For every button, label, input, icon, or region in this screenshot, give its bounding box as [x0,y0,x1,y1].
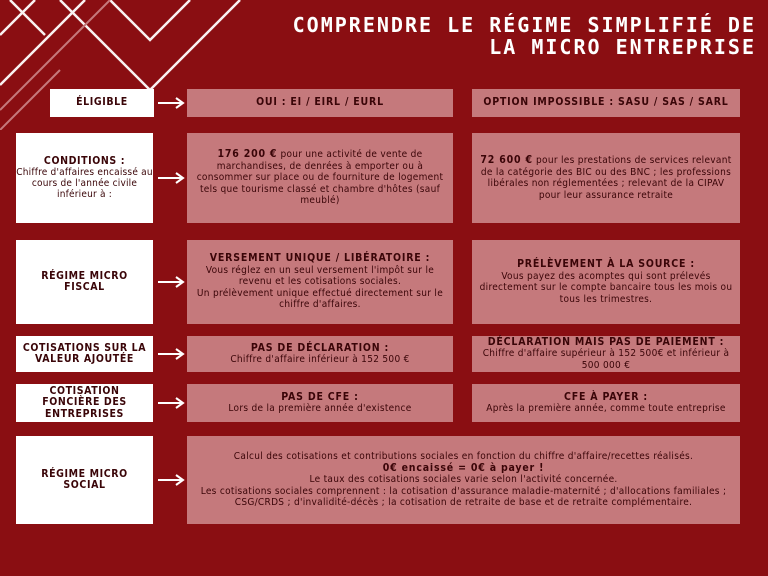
cell-text: OUI : EI / EIRL / EURL [256,96,384,109]
eligible-right-cell [472,89,740,117]
cell-bold: 0€ encaissé = 0€ à payer ! [382,461,545,474]
cell-line: Lors de la première année d'existence [228,403,412,414]
label-text: RÉGIME MICRO SOCIAL [41,467,128,491]
cell-text: OPTION IMPOSSIBLE : SASU / SAS / SARL [483,96,729,109]
cell-line: Un prélèvement unique effectué directement sur le chiffre d'affaires. [196,287,444,311]
cell-line: Les cotisations sociales comprennent : la cotisation d'assurance maladie-maternité ; d'allocations familiales ; CSG/CRDS ; d'invalidité-décès ; la cotisation de retraite de base et de retraite complémentaire. [200,485,727,509]
micro-fiscal-right-cell [472,240,740,324]
cell-line: Calcul des cotisations et contributions sociales en fonction du chiffre d'affaire/recettes réalisés. [233,451,694,463]
cell-bold: 72 600 € [480,154,533,166]
cell-heading: DÉCLARATION MAIS PAS DE PAIEMENT : [487,335,725,348]
arrow-right-icon [156,171,186,185]
cell-heading: CFE À PAYER : [563,390,649,403]
row-label-cfe [16,384,153,422]
cell-line: Vous réglez en un seul versement l'impôt sur le revenu et les cotisations sociales. [205,264,435,288]
arrow-right-icon [156,275,186,289]
cell-line: Vous payez des acomptes qui sont prélevés directement sur le compte bancaire tous les mois ou tous les trimestres. [479,270,733,305]
cfe-right-cell [472,384,740,422]
page-title [276,14,756,58]
conditions-right-cell [472,133,740,223]
label-subtext: Chiffre d'affaires encaissé au cours de l'année civile inférieur à : [16,167,153,201]
row-label-conditions [16,133,153,223]
tva-right-cell [472,336,740,372]
cell-line: Après la première année, comme toute entreprise [486,403,726,414]
label-text: CONDITIONS : [43,154,126,167]
label-text: COTISATION FONCIÈRE DES ENTREPRISES [42,384,127,420]
cell-heading: PRÉLÈVEMENT À LA SOURCE : [517,258,695,270]
micro-social-wide-cell [187,436,740,524]
row-label-micro-fiscal [16,240,153,324]
label-text: RÉGIME MICRO FISCAL [41,269,128,293]
title-line-1: COMPRENDRE LE RÉGIME SIMPLIFIÉ DE [292,13,756,37]
cell-line: Chiffre d'affaire inférieur à 152 500 € [230,354,410,365]
label-text: ÉLIGIBLE [76,96,128,109]
arrow-right-icon [156,347,186,361]
arrow-right-icon [156,396,186,410]
cell-heading: VERSEMENT UNIQUE / LIBÉRATOIRE : [209,252,431,265]
conditions-left-cell [187,133,453,223]
cell-line: Chiffre d'affaire supérieur à 152 500€ et inférieur à 500 000 € [482,348,730,371]
cfe-left-cell [187,384,453,422]
tva-left-cell [187,336,453,372]
row-label-eligible [50,89,154,117]
title-line-2: LA MICRO ENTREPRISE [489,35,756,59]
cell-bold: 176 200 € [217,148,278,161]
cell-text: pour les prestations de services relevant de la catégorie des BIC ou des BNC ; les professions libérales non réglementées ; relevant de la CIPAV pour leur assurance retraite [480,155,732,201]
cell-heading: PAS DE CFE : [281,390,359,403]
eligible-left-cell [187,89,453,117]
arrow-right-icon [156,473,186,487]
cell-line: Le taux des cotisations sociales varie selon l'activité concernée. [309,474,618,486]
cell-heading: PAS DE DÉCLARATION : [250,341,390,354]
cell-text: pour une activité de vente de marchandises, de denrées à emporter ou à consommer sur place ou de fourniture de logement tels que tourisme classé et chambre d'hôtes (sauf meublé) [196,149,444,207]
arrow-right-icon [156,96,186,110]
row-label-tva [16,336,153,372]
micro-fiscal-left-cell [187,240,453,324]
row-label-micro-social [16,436,153,524]
label-text: COTISATIONS SUR LA VALEUR AJOUTÉE [22,341,147,365]
